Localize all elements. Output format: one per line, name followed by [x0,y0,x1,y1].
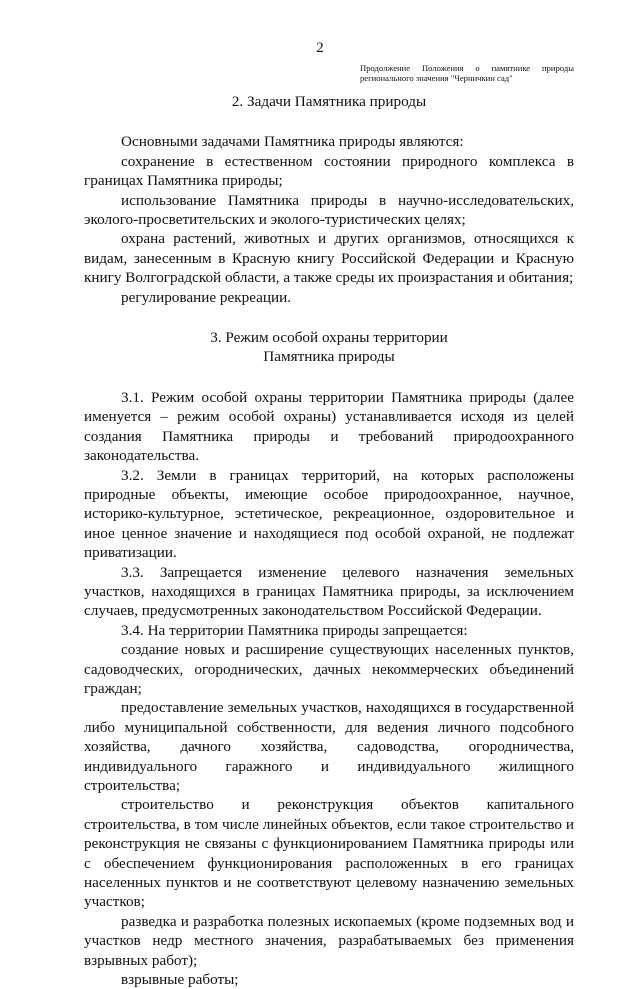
paragraph: использование Памятника природы в научно-исследовательских, эколого-просветительских и эколого-туристических целях; [84,191,574,229]
section-2-title: 2. Задачи Памятника природы [231,93,427,110]
paragraph: взрывные работы; [121,971,239,989]
header-note-line-1: Продолжение Положения о памятнике природы [360,63,574,73]
document-body [84,92,574,989]
paragraph: Основными задачами Памятника природы являются: [121,133,464,151]
section-3-title-line-1: 3. Режим особой охраны территории [210,329,448,347]
paragraph: 3.3. Запрещается изменение целевого назначения земельных участков, находящихся в границах Памятника природы, за исключением случаев, предусмотренных законодательством Российской Федерации. [84,563,574,620]
page-number: 2 [316,40,324,56]
paragraph: предоставление земельных участков, находящихся в государственной либо муниципальной собственности, для ведения личного подсобного хозяйства, дачного хозяйства, садоводства, огородничества, индивидуального гаражного и индивидуального жилищного строительства; [84,699,574,794]
header-note [360,63,574,83]
paragraph: регулирование рекреации. [121,288,292,306]
paragraph: 3.2. Земли в границах территорий, на которых расположены природные объекты, имеющие особое природоохранное, научное, историко-культурное, эстетическое, рекреационное, оздоровительное и иное ценное значение и находящиеся под особой охраной, не подлежат приватизации. [84,466,574,562]
section-3-title-line-2: Памятника природы [263,348,395,366]
paragraph: строительство и реконструкция объектов капитального строительства, в том числе линейных объектов, если такое строительство и реконструкция не связаны с функционированием Памятника природы или с обеспечением функционирования расположенных в его границах населенных пунктов и не соответствуют целевому назначению земельных участков; [84,796,574,911]
paragraph: 3.4. На территории Памятника природы запрещается: [121,621,468,639]
paragraph: сохранение в естественном состоянии природного комплекса в границах Памятника природы; [84,152,574,190]
header-note-line-2: регионального значения "Черничкин сад" [360,73,513,83]
paragraph: создание новых и расширение существующих населенных пунктов, садоводческих, огороднических, дачных некоммерческих объединений граждан; [84,641,574,697]
paragraph: охрана растений, животных и других организмов, относящихся к видам, занесенным в Красную книгу Российской Федерации и Красную книгу Волгоградской области, а также среды их произрастания и обитания; [84,230,574,287]
paragraph: разведка и разработка полезных ископаемых (кроме подземных вод и участков недр местного значения, разрабатываемых без применения взрывных работ); [84,912,574,969]
paragraph: 3.1. Режим особой охраны территории Памятника природы (далее именуется – режим особой охраны) устанавливается исходя из целей создания Памятника природы и требований природоохранного законодательства. [84,388,574,465]
